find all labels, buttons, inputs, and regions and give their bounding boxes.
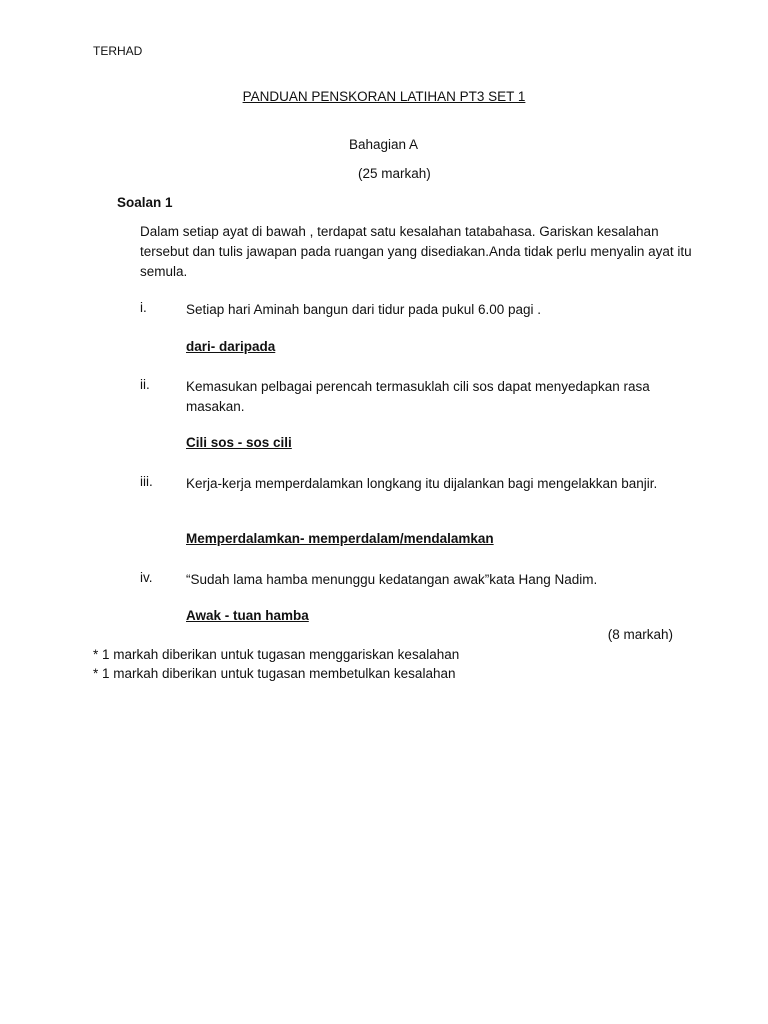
question-title: Soalan 1	[117, 195, 173, 210]
item-answer: Cili sos - sos cili	[186, 435, 292, 450]
item-answer: Awak - tuan hamba	[186, 608, 309, 623]
item-answer: dari- daripada	[186, 339, 276, 354]
scoring-note: * 1 markah diberikan untuk tugasan membetulkan kesalahan	[93, 666, 456, 681]
item-text: “Sudah lama hamba menunggu kedatangan awak”kata Hang Nadim.	[186, 572, 598, 587]
item-answer: Memperdalamkan- memperdalam/mendalamkan	[186, 531, 494, 546]
item-number: iii.	[140, 474, 153, 489]
item-text: Kemasukan pelbagai perencah termasuklah cili sos dapat menyedapkan rasa masakan.	[186, 379, 650, 414]
scoring-note: * 1 markah diberikan untuk tugasan menggariskan kesalahan	[93, 647, 460, 662]
item-number: i.	[140, 300, 147, 315]
item-number: iv.	[140, 570, 153, 585]
item-number: ii.	[140, 377, 150, 392]
section-title: Bahagian A	[349, 137, 419, 152]
classification-tag: TERHAD	[93, 44, 143, 58]
section-marks: (25 markah)	[358, 166, 431, 181]
question-instruction: Dalam setiap ayat di bawah , terdapat satu kesalahan tatabahasa. Gariskan kesalahan tersebut dan tulis jawapan pada ruangan yang disediakan.Anda tidak perlu menyalin ayat itu semula.	[140, 224, 692, 279]
question-marks: (8 markah)	[607, 627, 673, 642]
document-title: PANDUAN PENSKORAN LATIHAN PT3 SET 1	[242, 89, 526, 104]
item-text: Kerja-kerja memperdalamkan longkang itu dijalankan bagi mengelakkan banjir.	[186, 476, 658, 491]
item-text: Setiap hari Aminah bangun dari tidur pada pukul 6.00 pagi .	[186, 302, 542, 317]
